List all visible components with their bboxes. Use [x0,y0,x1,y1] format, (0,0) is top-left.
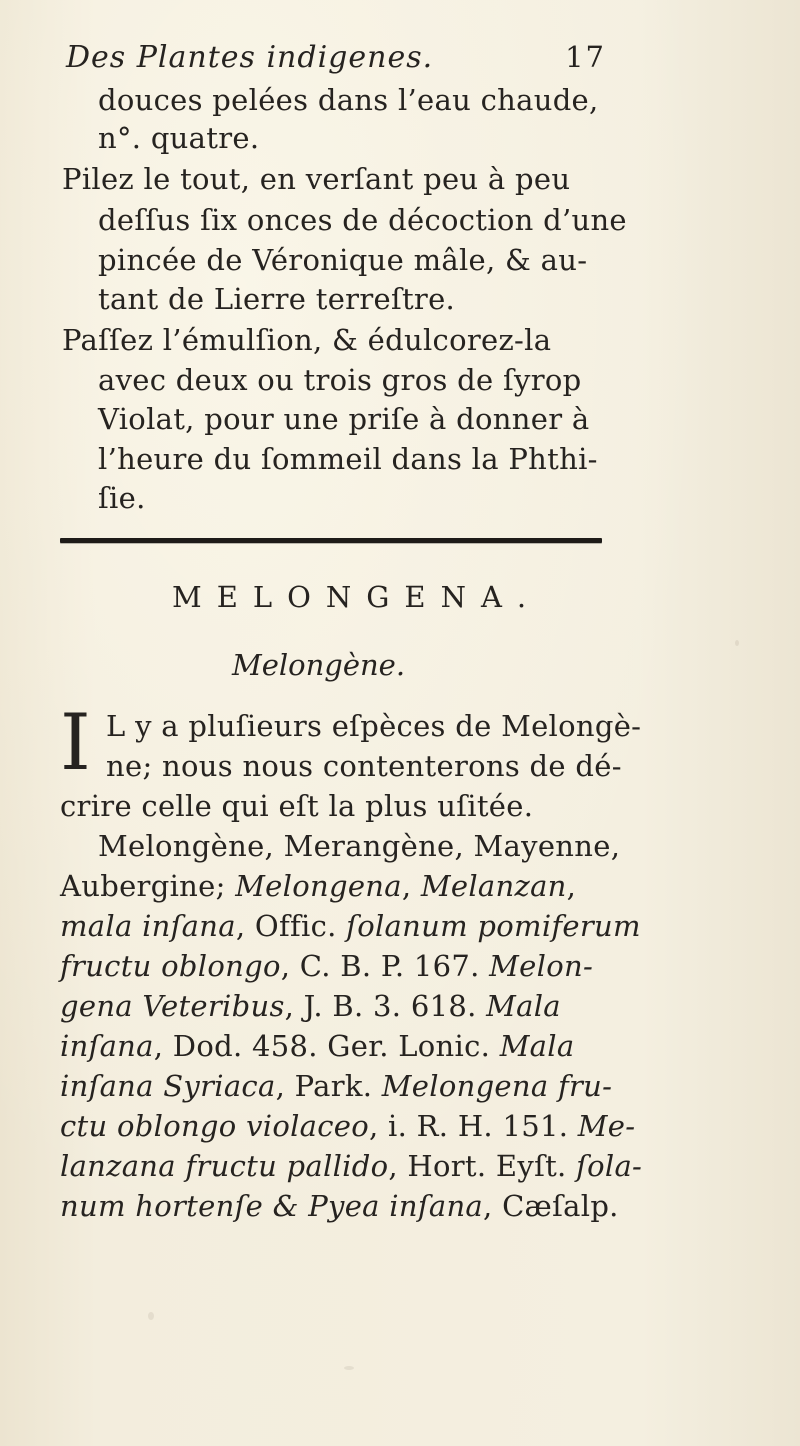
text-span: , i. R. H. 151. [369,1109,578,1143]
text-line [60,909,641,943]
paper-mark [344,1366,354,1370]
paper-mark [148,1312,154,1320]
text-span: , Cæſalp. [483,1189,619,1223]
text-span: , Dod. 458. Ger. Lonic. [153,1029,500,1063]
section-title: MELONGENA. [172,580,542,614]
latin-name: inſana [60,1029,154,1063]
text-line: n°. quatre. [98,121,260,155]
latin-name: Me- [577,1109,636,1143]
running-title: Des Plantes indigenes. [66,40,434,75]
text-span: , J. B. 3. 618. [284,989,487,1023]
text-line [60,989,561,1023]
text-span: , [401,869,421,903]
text-line [60,1149,643,1183]
latin-name: Melanzan [420,869,567,903]
latin-name: num hortenſe & Pyea inſana [60,1189,484,1223]
latin-name: Melongena fru- [381,1069,613,1103]
text-line: Paſſez l’émulſion, & édulcorez-la [62,323,552,357]
latin-name: Melongena [235,869,402,903]
latin-name: ſolanum pomiferum [346,909,641,943]
text-line: avec deux ou trois gros de ſyrop [98,363,582,397]
text-line: L y a pluſieurs eſpèces de Melongè- [106,709,642,743]
page-number: 17 [565,40,606,74]
text-line: Pilez le tout, en verſant peu à peu [62,162,571,196]
text-line: deſſus ſix onces de décoction d’une [98,203,627,237]
text-line [60,1069,613,1103]
text-span: , C. B. P. 167. [280,949,490,983]
latin-name: lanzana fructu pallido [60,1149,389,1183]
latin-name: gena Veteribus [60,989,285,1023]
text-line: Melongène, Merangène, Mayenne, [98,829,621,863]
latin-name: Mala [486,989,561,1023]
text-line: tant de Lierre terreſtre. [98,282,456,316]
latin-name: inſana Syriaca [60,1069,276,1103]
text-line: pincée de Véronique mâle, & au- [98,243,588,277]
text-line: ne; nous nous contenterons de dé- [106,749,622,783]
text-line: crire celle qui eſt la plus uſitée. [60,789,534,823]
paper-mark [735,640,739,646]
latin-name: fructu oblongo [60,949,281,983]
text-span: , Park. [275,1069,382,1103]
text-span: , [566,869,577,903]
latin-name: mala inſana [60,909,236,943]
latin-name: Melon- [489,949,594,983]
text-line: l’heure du ſommeil dans la Phthi- [98,442,598,476]
section-subtitle: Melongène. [232,648,406,682]
text-line [60,949,594,983]
text-span: Aubergine; [60,869,236,903]
text-line: Violat, pour une priſe à donner à [98,402,590,436]
latin-name: ctu oblongo violaceo [60,1109,370,1143]
text-line [60,1029,575,1063]
text-line: douces pelées dans l’eau chaude, [98,83,599,117]
text-line [60,1189,619,1223]
section-divider [60,538,602,543]
latin-name: Mala [499,1029,575,1063]
latin-name: ſola- [576,1149,643,1183]
text-line [60,869,577,903]
drop-cap: I [60,698,91,788]
text-span: , Offic. [235,909,347,943]
text-span: , Hort. Eyſt. [388,1149,577,1183]
text-line [60,1109,636,1143]
text-line: ſie. [98,481,146,515]
